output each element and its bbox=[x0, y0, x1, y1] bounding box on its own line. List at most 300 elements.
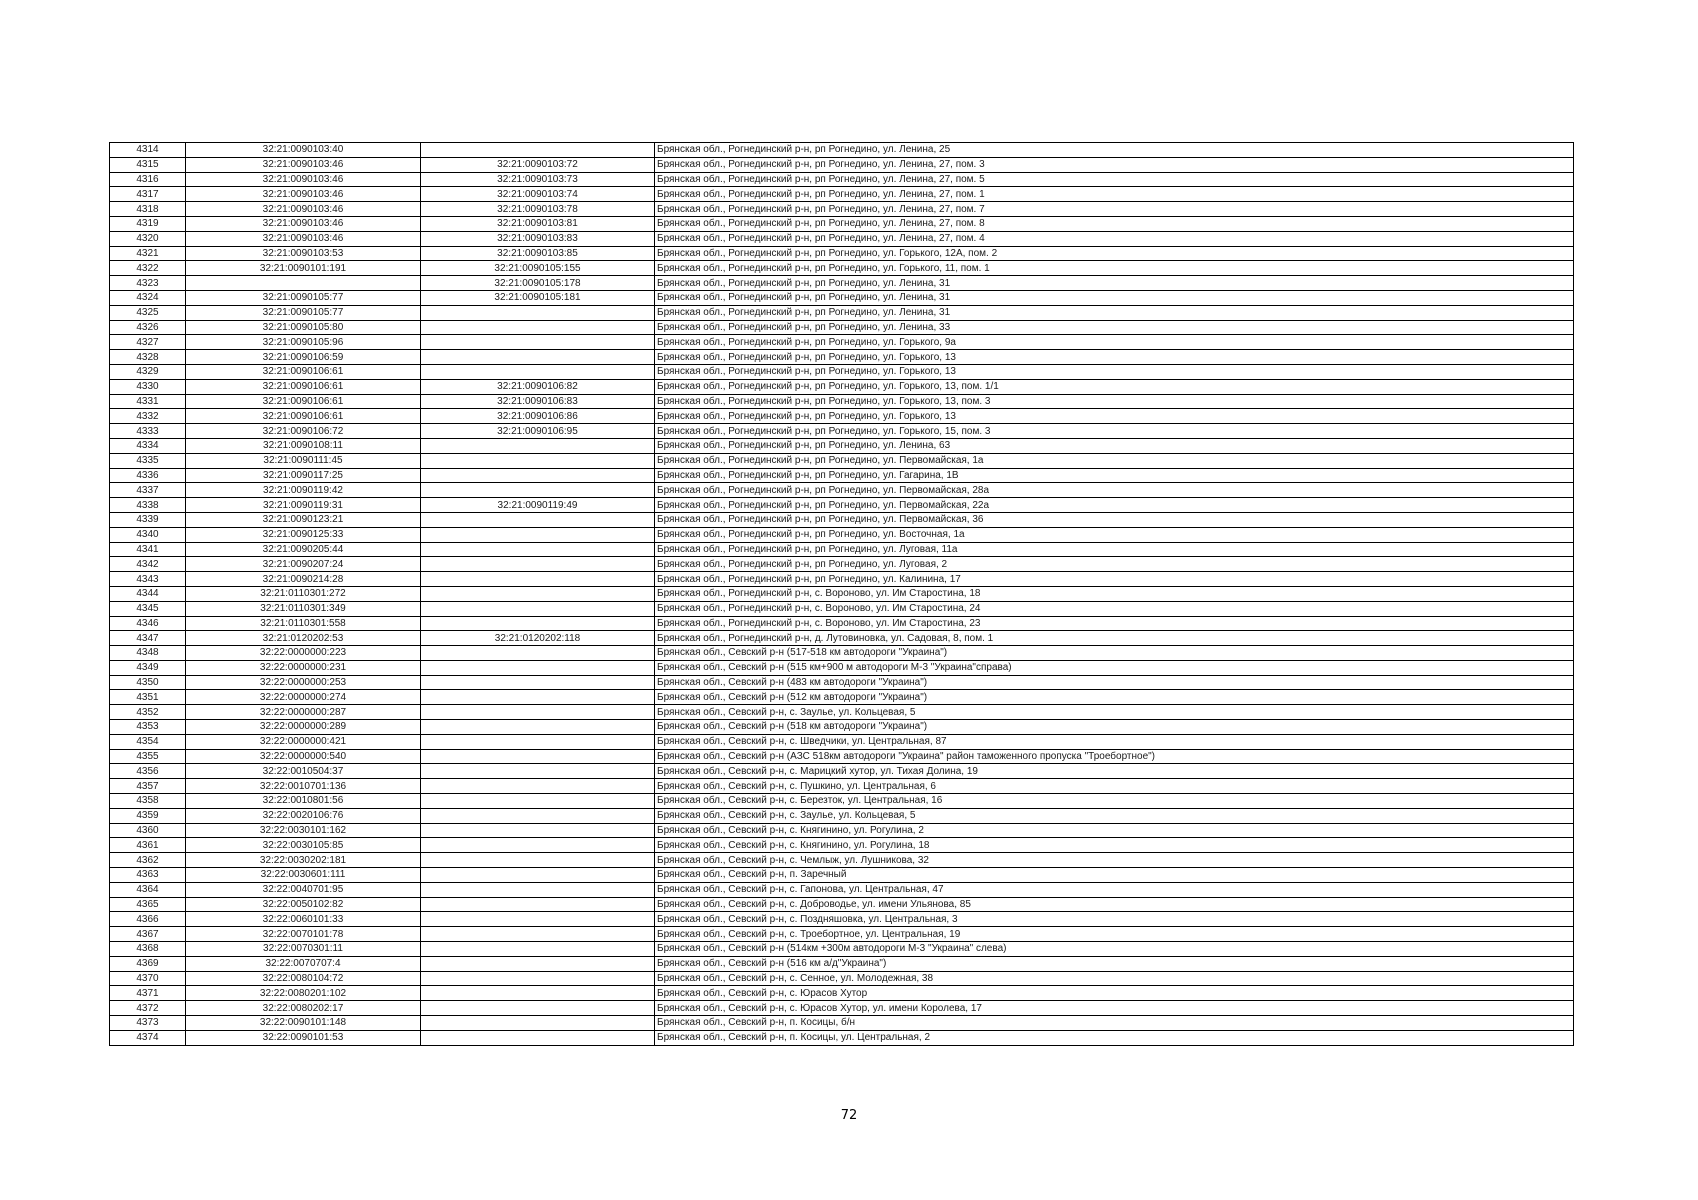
address-cell: Брянская обл., Севский р-н, с. Чемлыж, ул. Лушникова, 32 bbox=[655, 853, 1574, 868]
row-number-cell: 4352 bbox=[110, 705, 186, 720]
cadastral-number-cell: 32:22:0030202:181 bbox=[186, 853, 421, 868]
row-number-cell: 4327 bbox=[110, 335, 186, 350]
table-row bbox=[110, 172, 1574, 187]
address-cell: Брянская обл., Севский р-н, с. Юрасов Хутор bbox=[655, 986, 1574, 1001]
cadastral-number-cell: 32:22:0070301:11 bbox=[186, 942, 421, 957]
cadastral-number-cell: 32:21:0110301:349 bbox=[186, 601, 421, 616]
address-cell: Брянская обл., Севский р-н, с. Гапонова, ул. Центральная, 47 bbox=[655, 882, 1574, 897]
row-number-cell: 4353 bbox=[110, 720, 186, 735]
cadastral-number-cell: 32:21:0090103:46 bbox=[186, 187, 421, 202]
premises-cadastral-number-cell bbox=[421, 1030, 655, 1045]
table-row bbox=[110, 675, 1574, 690]
cadastral-number-cell: 32:21:0090108:11 bbox=[186, 438, 421, 453]
row-number-cell: 4332 bbox=[110, 409, 186, 424]
address-cell: Брянская обл., Рогнединский р-н, рп Рогнедино, ул. Калинина, 17 bbox=[655, 572, 1574, 587]
cadastral-number-cell: 32:21:0090106:61 bbox=[186, 379, 421, 394]
premises-cadastral-number-cell: 32:21:0090103:73 bbox=[421, 172, 655, 187]
premises-cadastral-number-cell: 32:21:0090103:72 bbox=[421, 157, 655, 172]
cadastral-number-cell: 32:21:0090117:25 bbox=[186, 468, 421, 483]
table-row bbox=[110, 808, 1574, 823]
premises-cadastral-number-cell: 32:21:0090106:83 bbox=[421, 394, 655, 409]
row-number-cell: 4341 bbox=[110, 542, 186, 557]
premises-cadastral-number-cell bbox=[421, 542, 655, 557]
row-number-cell: 4317 bbox=[110, 187, 186, 202]
address-cell: Брянская обл., Севский р-н (518 км автодороги "Украина") bbox=[655, 720, 1574, 735]
address-cell: Брянская обл., Рогнединский р-н, с. Вороново, ул. Им Старостина, 18 bbox=[655, 586, 1574, 601]
table-row bbox=[110, 527, 1574, 542]
address-cell: Брянская обл., Севский р-н, с. Сенное, ул. Молодежная, 38 bbox=[655, 971, 1574, 986]
premises-cadastral-number-cell: 32:21:0090105:178 bbox=[421, 276, 655, 291]
premises-cadastral-number-cell: 32:21:0090105:155 bbox=[421, 261, 655, 276]
row-number-cell: 4328 bbox=[110, 350, 186, 365]
premises-cadastral-number-cell bbox=[421, 927, 655, 942]
row-number-cell: 4318 bbox=[110, 202, 186, 217]
table-row bbox=[110, 720, 1574, 735]
address-cell: Брянская обл., Рогнединский р-н, рп Рогнедино, ул. Луговая, 11а bbox=[655, 542, 1574, 557]
row-number-cell: 4329 bbox=[110, 364, 186, 379]
table-row bbox=[110, 394, 1574, 409]
address-cell: Брянская обл., Севский р-н, с. Марицкий хутор, ул. Тихая Долина, 19 bbox=[655, 764, 1574, 779]
premises-cadastral-number-cell: 32:21:0090106:95 bbox=[421, 424, 655, 439]
row-number-cell: 4362 bbox=[110, 853, 186, 868]
table-row bbox=[110, 734, 1574, 749]
cadastral-number-cell: 32:21:0110301:558 bbox=[186, 616, 421, 631]
cadastral-number-cell: 32:22:0000000:421 bbox=[186, 734, 421, 749]
address-cell: Брянская обл., Севский р-н, п. Заречный bbox=[655, 868, 1574, 883]
table-row bbox=[110, 1001, 1574, 1016]
row-number-cell: 4336 bbox=[110, 468, 186, 483]
table-row bbox=[110, 882, 1574, 897]
address-cell: Брянская обл., Рогнединский р-н, рп Рогнедино, ул. Ленина, 27, пом. 3 bbox=[655, 157, 1574, 172]
cadastral-number-cell: 32:22:0000000:540 bbox=[186, 749, 421, 764]
cadastral-number-cell: 32:21:0090106:59 bbox=[186, 350, 421, 365]
table-row bbox=[110, 897, 1574, 912]
cadastral-number-cell: 32:22:0050102:82 bbox=[186, 897, 421, 912]
address-cell: Брянская обл., Севский р-н, с. Княгинино, ул. Рогулина, 2 bbox=[655, 823, 1574, 838]
premises-cadastral-number-cell bbox=[421, 764, 655, 779]
row-number-cell: 4363 bbox=[110, 868, 186, 883]
row-number-cell: 4366 bbox=[110, 912, 186, 927]
table-row bbox=[110, 468, 1574, 483]
premises-cadastral-number-cell: 32:21:0090103:81 bbox=[421, 216, 655, 231]
row-number-cell: 4350 bbox=[110, 675, 186, 690]
cadastral-number-cell: 32:22:0060101:33 bbox=[186, 912, 421, 927]
address-cell: Брянская обл., Севский р-н, с. Пушкино, ул. Центральная, 6 bbox=[655, 779, 1574, 794]
row-number-cell: 4358 bbox=[110, 794, 186, 809]
address-cell: Брянская обл., Рогнединский р-н, рп Рогнедино, ул. Первомайская, 36 bbox=[655, 512, 1574, 527]
table-row bbox=[110, 764, 1574, 779]
row-number-cell: 4323 bbox=[110, 276, 186, 291]
table-row bbox=[110, 216, 1574, 231]
table-row bbox=[110, 143, 1574, 158]
premises-cadastral-number-cell bbox=[421, 1001, 655, 1016]
table-row bbox=[110, 660, 1574, 675]
table-row bbox=[110, 794, 1574, 809]
table-row bbox=[110, 971, 1574, 986]
premises-cadastral-number-cell: 32:21:0090103:74 bbox=[421, 187, 655, 202]
table-row bbox=[110, 868, 1574, 883]
row-number-cell: 4348 bbox=[110, 646, 186, 661]
row-number-cell: 4355 bbox=[110, 749, 186, 764]
cadastral-number-cell: 32:22:0000000:289 bbox=[186, 720, 421, 735]
address-cell: Брянская обл., Севский р-н (512 км автодороги "Украина") bbox=[655, 690, 1574, 705]
address-cell: Брянская обл., Севский р-н (516 км а/д"Украина") bbox=[655, 956, 1574, 971]
premises-cadastral-number-cell bbox=[421, 557, 655, 572]
address-cell: Брянская обл., Севский р-н (517-518 км автодороги "Украина") bbox=[655, 646, 1574, 661]
premises-cadastral-number-cell bbox=[421, 734, 655, 749]
premises-cadastral-number-cell bbox=[421, 512, 655, 527]
table-row bbox=[110, 912, 1574, 927]
row-number-cell: 4340 bbox=[110, 527, 186, 542]
cadastral-number-cell: 32:22:0030101:162 bbox=[186, 823, 421, 838]
address-cell: Брянская обл., Рогнединский р-н, рп Рогнедино, ул. Ленина, 27, пом. 4 bbox=[655, 231, 1574, 246]
address-cell: Брянская обл., Севский р-н, с. Княгинино, ул. Рогулина, 18 bbox=[655, 838, 1574, 853]
premises-cadastral-number-cell: 32:21:0090103:78 bbox=[421, 202, 655, 217]
premises-cadastral-number-cell bbox=[421, 808, 655, 823]
premises-cadastral-number-cell bbox=[421, 705, 655, 720]
address-cell: Брянская обл., Севский р-н (483 км автодороги "Украина") bbox=[655, 675, 1574, 690]
address-cell: Брянская обл., Севский р-н, с. Шведчики, ул. Центральная, 87 bbox=[655, 734, 1574, 749]
address-cell: Брянская обл., Рогнединский р-н, рп Рогнедино, ул. Ленина, 27, пом. 1 bbox=[655, 187, 1574, 202]
premises-cadastral-number-cell bbox=[421, 675, 655, 690]
cadastral-number-cell: 32:21:0090103:53 bbox=[186, 246, 421, 261]
row-number-cell: 4326 bbox=[110, 320, 186, 335]
table-row bbox=[110, 379, 1574, 394]
cadastral-number-cell: 32:21:0120202:53 bbox=[186, 631, 421, 646]
table-row bbox=[110, 483, 1574, 498]
row-number-cell: 4334 bbox=[110, 438, 186, 453]
address-cell: Брянская обл., Севский р-н (АЗС 518км автодороги "Украина" район таможенного пропуска "Троебортное") bbox=[655, 749, 1574, 764]
cadastral-number-cell: 32:21:0090103:46 bbox=[186, 216, 421, 231]
table-row bbox=[110, 276, 1574, 291]
row-number-cell: 4370 bbox=[110, 971, 186, 986]
table-row bbox=[110, 364, 1574, 379]
address-cell: Брянская обл., Рогнединский р-н, рп Рогнедино, ул. Ленина, 31 bbox=[655, 290, 1574, 305]
address-cell: Брянская обл., Рогнединский р-н, рп Рогнедино, ул. Горького, 13, пом. 3 bbox=[655, 394, 1574, 409]
premises-cadastral-number-cell: 32:21:0090103:85 bbox=[421, 246, 655, 261]
cadastral-number-cell: 32:22:0080104:72 bbox=[186, 971, 421, 986]
address-cell: Брянская обл., Рогнединский р-н, рп Рогнедино, ул. Первомайская, 1а bbox=[655, 453, 1574, 468]
row-number-cell: 4360 bbox=[110, 823, 186, 838]
address-cell: Брянская обл., Севский р-н, с. Доброводье, ул. имени Ульянова, 85 bbox=[655, 897, 1574, 912]
table-row bbox=[110, 246, 1574, 261]
table-row bbox=[110, 438, 1574, 453]
table-row bbox=[110, 202, 1574, 217]
premises-cadastral-number-cell bbox=[421, 320, 655, 335]
row-number-cell: 4344 bbox=[110, 586, 186, 601]
row-number-cell: 4369 bbox=[110, 956, 186, 971]
row-number-cell: 4357 bbox=[110, 779, 186, 794]
address-cell: Брянская обл., Рогнединский р-н, с. Вороново, ул. Им Старостина, 23 bbox=[655, 616, 1574, 631]
premises-cadastral-number-cell: 32:21:0090106:86 bbox=[421, 409, 655, 424]
premises-cadastral-number-cell bbox=[421, 882, 655, 897]
row-number-cell: 4335 bbox=[110, 453, 186, 468]
table-row bbox=[110, 838, 1574, 853]
table-row bbox=[110, 409, 1574, 424]
premises-cadastral-number-cell bbox=[421, 438, 655, 453]
premises-cadastral-number-cell bbox=[421, 527, 655, 542]
table-row bbox=[110, 335, 1574, 350]
table-row bbox=[110, 779, 1574, 794]
premises-cadastral-number-cell bbox=[421, 350, 655, 365]
premises-cadastral-number-cell bbox=[421, 616, 655, 631]
cadastral-number-cell: 32:22:0030105:85 bbox=[186, 838, 421, 853]
address-cell: Брянская обл., Рогнединский р-н, рп Рогнедино, ул. Ленина, 31 bbox=[655, 276, 1574, 291]
table-row bbox=[110, 853, 1574, 868]
premises-cadastral-number-cell: 32:21:0120202:118 bbox=[421, 631, 655, 646]
table-row bbox=[110, 453, 1574, 468]
cadastral-number-cell bbox=[186, 276, 421, 291]
row-number-cell: 4367 bbox=[110, 927, 186, 942]
address-cell: Брянская обл., Рогнединский р-н, рп Рогнедино, ул. Горького, 11, пом. 1 bbox=[655, 261, 1574, 276]
row-number-cell: 4322 bbox=[110, 261, 186, 276]
cadastral-number-cell: 32:22:0030601:111 bbox=[186, 868, 421, 883]
table-row bbox=[110, 231, 1574, 246]
cadastral-number-cell: 32:21:0090106:61 bbox=[186, 394, 421, 409]
registry-table-body bbox=[110, 143, 1574, 1046]
row-number-cell: 4319 bbox=[110, 216, 186, 231]
premises-cadastral-number-cell: 32:21:0090119:49 bbox=[421, 498, 655, 513]
row-number-cell: 4354 bbox=[110, 734, 186, 749]
cadastral-number-cell: 32:21:0090103:46 bbox=[186, 172, 421, 187]
address-cell: Брянская обл., Севский р-н, с. Юрасов Хутор, ул. имени Королева, 17 bbox=[655, 1001, 1574, 1016]
row-number-cell: 4347 bbox=[110, 631, 186, 646]
page-number: 72 bbox=[840, 1108, 858, 1123]
cadastral-number-cell: 32:21:0090207:24 bbox=[186, 557, 421, 572]
premises-cadastral-number-cell bbox=[421, 868, 655, 883]
address-cell: Брянская обл., Севский р-н (514км +300м автодороги М-3 "Украина" слева) bbox=[655, 942, 1574, 957]
cadastral-number-cell: 32:22:0010504:37 bbox=[186, 764, 421, 779]
cadastral-number-cell: 32:22:0080202:17 bbox=[186, 1001, 421, 1016]
address-cell: Брянская обл., Рогнединский р-н, рп Рогнедино, ул. Ленина, 27, пом. 7 bbox=[655, 202, 1574, 217]
cadastral-number-cell: 32:21:0090105:77 bbox=[186, 290, 421, 305]
premises-cadastral-number-cell bbox=[421, 853, 655, 868]
table-row bbox=[110, 631, 1574, 646]
cadastral-number-cell: 32:21:0090103:46 bbox=[186, 157, 421, 172]
table-row bbox=[110, 927, 1574, 942]
address-cell: Брянская обл., Рогнединский р-н, рп Рогнедино, ул. Ленина, 63 bbox=[655, 438, 1574, 453]
cadastral-number-cell: 32:22:0070707:4 bbox=[186, 956, 421, 971]
cadastral-number-cell: 32:22:0000000:287 bbox=[186, 705, 421, 720]
property-registry-table bbox=[109, 142, 1574, 1046]
address-cell: Брянская обл., Рогнединский р-н, рп Рогнедино, ул. Горького, 12А, пом. 2 bbox=[655, 246, 1574, 261]
row-number-cell: 4333 bbox=[110, 424, 186, 439]
premises-cadastral-number-cell: 32:21:0090105:181 bbox=[421, 290, 655, 305]
row-number-cell: 4315 bbox=[110, 157, 186, 172]
row-number-cell: 4316 bbox=[110, 172, 186, 187]
cadastral-number-cell: 32:21:0110301:272 bbox=[186, 586, 421, 601]
cadastral-number-cell: 32:22:0080201:102 bbox=[186, 986, 421, 1001]
premises-cadastral-number-cell bbox=[421, 364, 655, 379]
address-cell: Брянская обл., Севский р-н, с. Заулье, ул. Кольцевая, 5 bbox=[655, 808, 1574, 823]
row-number-cell: 4374 bbox=[110, 1030, 186, 1045]
cadastral-number-cell: 32:22:0000000:274 bbox=[186, 690, 421, 705]
address-cell: Брянская обл., Рогнединский р-н, рп Рогнедино, ул. Восточная, 1а bbox=[655, 527, 1574, 542]
cadastral-number-cell: 32:21:0090123:21 bbox=[186, 512, 421, 527]
address-cell: Брянская обл., Севский р-н, с. Березток, ул. Центральная, 16 bbox=[655, 794, 1574, 809]
cadastral-number-cell: 32:21:0090105:96 bbox=[186, 335, 421, 350]
premises-cadastral-number-cell bbox=[421, 586, 655, 601]
row-number-cell: 4314 bbox=[110, 143, 186, 158]
cadastral-number-cell: 32:21:0090103:40 bbox=[186, 143, 421, 158]
table-row bbox=[110, 350, 1574, 365]
cadastral-number-cell: 32:21:0090214:28 bbox=[186, 572, 421, 587]
row-number-cell: 4339 bbox=[110, 512, 186, 527]
address-cell: Брянская обл., Рогнединский р-н, с. Вороново, ул. Им Старостина, 24 bbox=[655, 601, 1574, 616]
row-number-cell: 4338 bbox=[110, 498, 186, 513]
premises-cadastral-number-cell bbox=[421, 794, 655, 809]
address-cell: Брянская обл., Рогнединский р-н, рп Рогнедино, ул. Горького, 13 bbox=[655, 350, 1574, 365]
table-row bbox=[110, 320, 1574, 335]
premises-cadastral-number-cell bbox=[421, 143, 655, 158]
table-row bbox=[110, 1016, 1574, 1031]
cadastral-number-cell: 32:22:0010701:136 bbox=[186, 779, 421, 794]
row-number-cell: 4325 bbox=[110, 305, 186, 320]
cadastral-number-cell: 32:22:0090101:148 bbox=[186, 1016, 421, 1031]
address-cell: Брянская обл., Севский р-н, с. Заулье, ул. Кольцевая, 5 bbox=[655, 705, 1574, 720]
address-cell: Брянская обл., Севский р-н, п. Косицы, ул. Центральная, 2 bbox=[655, 1030, 1574, 1045]
premises-cadastral-number-cell bbox=[421, 971, 655, 986]
table-row bbox=[110, 424, 1574, 439]
cadastral-number-cell: 32:21:0090101:191 bbox=[186, 261, 421, 276]
row-number-cell: 4321 bbox=[110, 246, 186, 261]
address-cell: Брянская обл., Рогнединский р-н, рп Рогнедино, ул. Ленина, 31 bbox=[655, 305, 1574, 320]
cadastral-number-cell: 32:21:0090106:72 bbox=[186, 424, 421, 439]
cadastral-number-cell: 32:21:0090111:45 bbox=[186, 453, 421, 468]
row-number-cell: 4320 bbox=[110, 231, 186, 246]
cadastral-number-cell: 32:21:0090125:33 bbox=[186, 527, 421, 542]
premises-cadastral-number-cell bbox=[421, 453, 655, 468]
address-cell: Брянская обл., Рогнединский р-н, рп Рогнедино, ул. Горького, 9а bbox=[655, 335, 1574, 350]
cadastral-number-cell: 32:22:0020106:76 bbox=[186, 808, 421, 823]
row-number-cell: 4361 bbox=[110, 838, 186, 853]
premises-cadastral-number-cell bbox=[421, 660, 655, 675]
premises-cadastral-number-cell bbox=[421, 483, 655, 498]
row-number-cell: 4324 bbox=[110, 290, 186, 305]
table-row bbox=[110, 305, 1574, 320]
cadastral-number-cell: 32:21:0090105:80 bbox=[186, 320, 421, 335]
cadastral-number-cell: 32:22:0000000:223 bbox=[186, 646, 421, 661]
premises-cadastral-number-cell bbox=[421, 986, 655, 1001]
row-number-cell: 4345 bbox=[110, 601, 186, 616]
premises-cadastral-number-cell bbox=[421, 720, 655, 735]
cadastral-number-cell: 32:21:0090103:46 bbox=[186, 202, 421, 217]
cadastral-number-cell: 32:21:0090205:44 bbox=[186, 542, 421, 557]
address-cell: Брянская обл., Рогнединский р-н, рп Рогнедино, ул. Ленина, 27, пом. 5 bbox=[655, 172, 1574, 187]
row-number-cell: 4371 bbox=[110, 986, 186, 1001]
premises-cadastral-number-cell bbox=[421, 1016, 655, 1031]
cadastral-number-cell: 32:22:0000000:253 bbox=[186, 675, 421, 690]
premises-cadastral-number-cell bbox=[421, 305, 655, 320]
address-cell: Брянская обл., Рогнединский р-н, рп Рогнедино, ул. Гагарина, 1В bbox=[655, 468, 1574, 483]
table-row bbox=[110, 705, 1574, 720]
cadastral-number-cell: 32:22:0040701:95 bbox=[186, 882, 421, 897]
cadastral-number-cell: 32:21:0090119:42 bbox=[186, 483, 421, 498]
cadastral-number-cell: 32:21:0090105:77 bbox=[186, 305, 421, 320]
cadastral-number-cell: 32:21:0090106:61 bbox=[186, 364, 421, 379]
table-row bbox=[110, 1030, 1574, 1045]
premises-cadastral-number-cell bbox=[421, 823, 655, 838]
cadastral-number-cell: 32:21:0090103:46 bbox=[186, 231, 421, 246]
table-row bbox=[110, 261, 1574, 276]
address-cell: Брянская обл., Севский р-н, п. Косицы, б/н bbox=[655, 1016, 1574, 1031]
premises-cadastral-number-cell bbox=[421, 468, 655, 483]
row-number-cell: 4351 bbox=[110, 690, 186, 705]
table-row bbox=[110, 823, 1574, 838]
table-row bbox=[110, 986, 1574, 1001]
premises-cadastral-number-cell: 32:21:0090103:83 bbox=[421, 231, 655, 246]
address-cell: Брянская обл., Севский р-н (515 км+900 м автодороги М-3 "Украина"справа) bbox=[655, 660, 1574, 675]
premises-cadastral-number-cell bbox=[421, 956, 655, 971]
premises-cadastral-number-cell bbox=[421, 942, 655, 957]
cadastral-number-cell: 32:22:0010801:56 bbox=[186, 794, 421, 809]
address-cell: Брянская обл., Рогнединский р-н, рп Рогнедино, ул. Горького, 13 bbox=[655, 409, 1574, 424]
cadastral-number-cell: 32:21:0090106:61 bbox=[186, 409, 421, 424]
row-number-cell: 4342 bbox=[110, 557, 186, 572]
table-row bbox=[110, 542, 1574, 557]
cadastral-number-cell: 32:21:0090119:31 bbox=[186, 498, 421, 513]
row-number-cell: 4331 bbox=[110, 394, 186, 409]
address-cell: Брянская обл., Рогнединский р-н, рп Рогнедино, ул. Первомайская, 28а bbox=[655, 483, 1574, 498]
premises-cadastral-number-cell bbox=[421, 601, 655, 616]
table-row bbox=[110, 187, 1574, 202]
table-row bbox=[110, 586, 1574, 601]
premises-cadastral-number-cell bbox=[421, 912, 655, 927]
premises-cadastral-number-cell bbox=[421, 779, 655, 794]
address-cell: Брянская обл., Рогнединский р-н, рп Рогнедино, ул. Ленина, 27, пом. 8 bbox=[655, 216, 1574, 231]
address-cell: Брянская обл., Рогнединский р-н, рп Рогнедино, ул. Луговая, 2 bbox=[655, 557, 1574, 572]
table-row bbox=[110, 646, 1574, 661]
table-row bbox=[110, 157, 1574, 172]
table-row bbox=[110, 616, 1574, 631]
cadastral-number-cell: 32:22:0070101:78 bbox=[186, 927, 421, 942]
premises-cadastral-number-cell bbox=[421, 749, 655, 764]
premises-cadastral-number-cell bbox=[421, 838, 655, 853]
premises-cadastral-number-cell: 32:21:0090106:82 bbox=[421, 379, 655, 394]
table-row bbox=[110, 498, 1574, 513]
premises-cadastral-number-cell bbox=[421, 335, 655, 350]
premises-cadastral-number-cell bbox=[421, 690, 655, 705]
row-number-cell: 4365 bbox=[110, 897, 186, 912]
table-row bbox=[110, 290, 1574, 305]
address-cell: Брянская обл., Севский р-н, с. Поздняшовка, ул. Центральная, 3 bbox=[655, 912, 1574, 927]
table-row bbox=[110, 749, 1574, 764]
row-number-cell: 4346 bbox=[110, 616, 186, 631]
address-cell: Брянская обл., Рогнединский р-н, д. Лутовиновка, ул. Садовая, 8, пом. 1 bbox=[655, 631, 1574, 646]
row-number-cell: 4373 bbox=[110, 1016, 186, 1031]
table-row bbox=[110, 512, 1574, 527]
row-number-cell: 4368 bbox=[110, 942, 186, 957]
cadastral-number-cell: 32:22:0090101:53 bbox=[186, 1030, 421, 1045]
row-number-cell: 4359 bbox=[110, 808, 186, 823]
table-row bbox=[110, 942, 1574, 957]
premises-cadastral-number-cell bbox=[421, 897, 655, 912]
row-number-cell: 4372 bbox=[110, 1001, 186, 1016]
address-cell: Брянская обл., Севский р-н, с. Троебортное, ул. Центральная, 19 bbox=[655, 927, 1574, 942]
address-cell: Брянская обл., Рогнединский р-н, рп Рогнедино, ул. Ленина, 33 bbox=[655, 320, 1574, 335]
row-number-cell: 4337 bbox=[110, 483, 186, 498]
address-cell: Брянская обл., Рогнединский р-н, рп Рогнедино, ул. Ленина, 25 bbox=[655, 143, 1574, 158]
address-cell: Брянская обл., Рогнединский р-н, рп Рогнедино, ул. Горького, 15, пом. 3 bbox=[655, 424, 1574, 439]
row-number-cell: 4343 bbox=[110, 572, 186, 587]
table-row bbox=[110, 690, 1574, 705]
premises-cadastral-number-cell bbox=[421, 646, 655, 661]
address-cell: Брянская обл., Рогнединский р-н, рп Рогнедино, ул. Горького, 13, пом. 1/1 bbox=[655, 379, 1574, 394]
table-row bbox=[110, 956, 1574, 971]
row-number-cell: 4349 bbox=[110, 660, 186, 675]
address-cell: Брянская обл., Рогнединский р-н, рп Рогнедино, ул. Первомайская, 22а bbox=[655, 498, 1574, 513]
table-row bbox=[110, 572, 1574, 587]
